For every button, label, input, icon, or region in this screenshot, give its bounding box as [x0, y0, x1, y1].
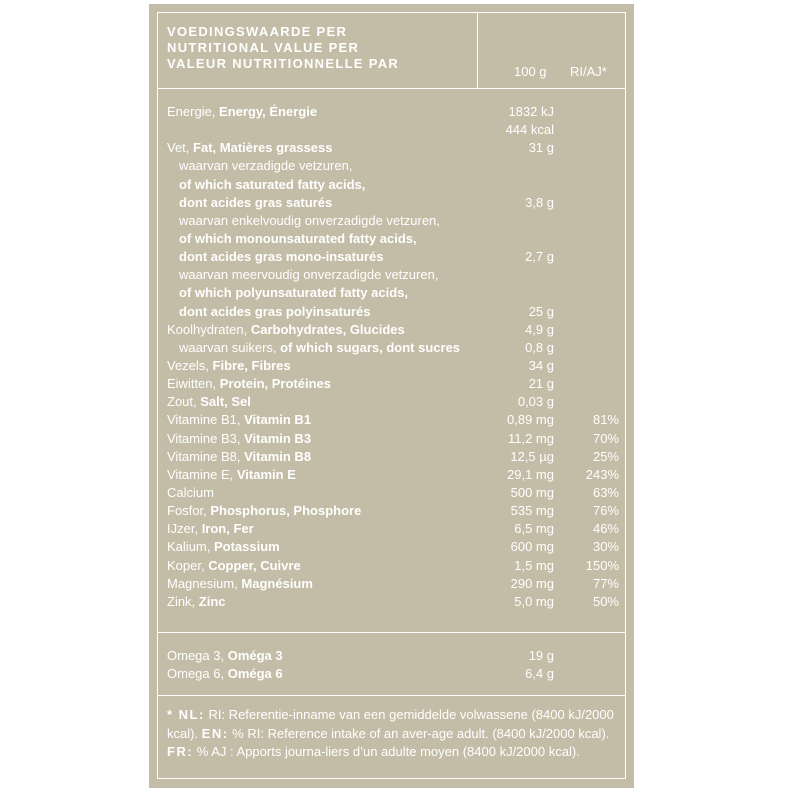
header-col-100g: 100 g: [514, 64, 547, 79]
nutrition-table-frame: [157, 12, 626, 779]
nutrient-label-nl: Vet,: [167, 140, 194, 156]
nutrient-label-nl: Zink,: [167, 593, 199, 609]
nutrient-label-en-fr: Vitamin E: [236, 466, 296, 482]
nutrient-label-nl: Vitamine B1,: [167, 412, 245, 428]
nutrient-label-en-fr: Phosphorus, Phosphore: [210, 503, 362, 519]
nutrient-value: 2,7 g: [525, 249, 554, 265]
nutrient-label-en-fr: dont acides gras mono-insaturés: [179, 249, 384, 265]
nutrient-label-en-fr: Vitamin B1: [244, 412, 312, 428]
nutrient-row: [158, 248, 625, 266]
omega-rows: [158, 647, 625, 683]
nutrient-label-en-fr: Carbohydrates, Glucides: [250, 321, 405, 337]
nutrient-label: [167, 321, 405, 339]
nutrient-value: 3,8 g: [525, 194, 554, 210]
nutrient-label: [167, 557, 301, 575]
nutrient-row: [158, 139, 625, 157]
nutrient-row: [158, 176, 625, 194]
nutrient-value: 19 g: [528, 648, 554, 663]
nutrient-label-nl: Fosfor,: [167, 503, 211, 519]
nutrient-row: [158, 339, 625, 357]
nutrient-label: [167, 448, 311, 466]
nutrient-ri: 81%: [592, 412, 619, 428]
nutrient-row: [158, 411, 625, 429]
nutrient-row: [158, 466, 625, 484]
table-header: [158, 13, 625, 89]
nutrient-label: [179, 176, 365, 194]
nutrient-label: [179, 339, 460, 357]
nutrient-value: 1832 kJ: [508, 104, 554, 119]
nutrient-label-nl: Zout,: [167, 394, 201, 410]
nutrient-label-nl: Vitamine B3,: [167, 430, 245, 446]
nutrient-value: 6,5 mg: [514, 521, 554, 537]
footnote-fr-key: FR:: [167, 744, 194, 759]
footnote-fr-text: % AJ : Apports journa-liers d’un adulte moyen (8400 kJ/2000 kcal).: [193, 744, 580, 759]
nutrient-label: [167, 665, 283, 683]
nutrient-label-en-fr: Fat, Matières grassess: [193, 140, 333, 156]
nutrient-row: [158, 502, 625, 520]
nutrient-label-en-fr: Zinc: [198, 593, 226, 609]
nutrient-row: [158, 212, 625, 230]
footnote-nl-text: RI: Referentie-inname van een gemiddelde volwassene (8400 kJ/2000 kcal).: [167, 707, 614, 741]
nutrient-value: 11,2 mg: [507, 430, 554, 446]
nutrient-row: [158, 157, 625, 175]
nutrient-label-nl: Koper,: [167, 557, 209, 573]
nutrient-label-en-fr: Oméga 6: [227, 666, 283, 682]
nutrient-label-nl: Calcium: [167, 484, 214, 500]
nutrient-label: [167, 575, 313, 593]
nutrient-row: [158, 194, 625, 212]
nutrient-ri: 46%: [592, 521, 619, 537]
nutrient-label: [167, 502, 361, 520]
nutrient-label-nl: Vitamine E,: [167, 466, 237, 482]
nutrient-label: [179, 157, 352, 175]
footnote-en-text: % RI: Reference intake of an aver-age adult. (8400 kJ/2000 kcal).: [228, 725, 610, 741]
nutrient-value: 4,9 g: [525, 321, 554, 337]
nutrient-ri: 77%: [592, 575, 619, 591]
nutrient-row: [158, 520, 625, 538]
nutrient-row: [158, 357, 625, 375]
nutrient-row: [158, 303, 625, 321]
nutrient-label: [179, 303, 370, 321]
nutrient-value: 5,0 mg: [514, 593, 554, 609]
nutrient-ri: 25%: [592, 448, 619, 464]
nutrient-value: 444 kcal: [505, 122, 554, 138]
nutrient-label: [179, 230, 417, 248]
nutrient-label: [179, 248, 383, 266]
nutrient-row: [158, 430, 625, 448]
nutrient-row: [158, 393, 625, 411]
nutrient-label: [179, 194, 332, 212]
nutrient-label-nl: Koolhydraten,: [167, 321, 251, 337]
nutrient-ri: 243%: [585, 466, 619, 482]
nutrient-row: [158, 448, 625, 466]
nutrient-row: [158, 103, 625, 121]
nutrient-label: [167, 393, 251, 411]
nutrient-label: [167, 103, 317, 121]
nutrient-label-en-fr: Iron, Fer: [201, 521, 254, 537]
nutrient-ri: 150%: [585, 557, 619, 573]
header-col-ri: RI/AJ*: [570, 64, 607, 79]
nutrient-label-en-fr: Protein, Protéines: [219, 376, 331, 392]
nutrient-value: 6,4 g: [525, 666, 554, 682]
nutrient-row: [158, 266, 625, 284]
nutrient-row: [158, 665, 625, 683]
nutrient-value: 0,8 g: [525, 339, 554, 355]
nutrient-label-nl: Omega 6,: [167, 666, 228, 682]
nutrient-rows: [158, 103, 625, 611]
nutrient-label: [167, 466, 296, 484]
nutrient-value: 290 mg: [510, 575, 554, 591]
nutrient-label: [167, 357, 291, 375]
nutrient-label-nl: waarvan suikers,: [179, 339, 281, 355]
nutrient-label-nl: Vezels,: [167, 357, 213, 373]
nutrient-label-nl: Kalium,: [167, 539, 214, 555]
nutrient-row: [158, 575, 625, 593]
nutrient-label-nl: Eiwitten,: [167, 376, 220, 392]
header-divider: [477, 13, 478, 89]
nutrient-label: [167, 375, 331, 393]
nutrient-ri: 30%: [592, 539, 619, 555]
nutrient-label-nl: waarvan meervoudig onverzadigde vetzuren,: [179, 267, 439, 283]
nutrient-label-nl: Omega 3,: [167, 648, 228, 663]
nutrient-ri: 50%: [592, 593, 619, 609]
footnote-separator: [158, 695, 625, 696]
nutrient-value: 535 mg: [510, 503, 554, 519]
nutrient-label-en-fr: Vitamin B8: [244, 448, 312, 464]
nutrient-label-en-fr: of which sugars, dont sucres: [280, 339, 461, 355]
nutrient-label: [167, 593, 226, 611]
nutrient-row: [158, 375, 625, 393]
nutrient-label: [167, 647, 283, 665]
nutrient-label-en-fr: Magnésium: [241, 575, 313, 591]
nutrient-label: [167, 520, 254, 538]
nutrient-label-en-fr: Salt, Sel: [200, 394, 251, 410]
nutrient-row: [158, 230, 625, 248]
nutrient-row: [158, 557, 625, 575]
footnote-nl-key: NL:: [178, 707, 205, 722]
nutrient-label: [167, 484, 214, 502]
nutrient-label-nl: Magnesium,: [167, 575, 242, 591]
nutrient-value: 12,5 µg: [510, 448, 554, 464]
nutrient-label-en-fr: of which monounsaturated fatty acids,: [179, 230, 417, 246]
nutrient-ri: 76%: [592, 503, 619, 519]
header-title: [167, 24, 399, 72]
nutrient-label-en-fr: Vitamin B3: [244, 430, 312, 446]
nutrient-label: [179, 284, 408, 302]
nutrient-value: 31 g: [528, 140, 554, 156]
nutrient-label-en-fr: dont acides gras polyinsaturés: [179, 303, 371, 319]
nutrient-value: 25 g: [528, 303, 554, 319]
nutrient-row: [158, 593, 625, 611]
nutrient-label-nl: Energie,: [167, 104, 220, 119]
nutrient-label: [167, 538, 280, 556]
nutrient-value: 21 g: [528, 376, 554, 392]
nutrient-label-nl: waarvan enkelvoudig onverzadigde vetzuren,: [179, 212, 440, 228]
nutrient-row: [158, 121, 625, 139]
nutrient-label-en-fr: dont acides gras saturés: [179, 194, 333, 210]
nutrient-label: [179, 212, 440, 230]
nutrient-label-en-fr: Energy, Énergie: [219, 104, 318, 119]
nutrient-label-en-fr: of which polyunsaturated fatty acids,: [179, 285, 408, 301]
nutrient-label-nl: waarvan verzadigde vetzuren,: [179, 158, 353, 174]
nutrient-value: 0,89 mg: [507, 412, 554, 428]
nutrient-label: [167, 411, 311, 429]
header-title-fr: VALEUR NUTRITIONNELLE PAR: [167, 56, 400, 71]
nutrient-row: [158, 321, 625, 339]
nutrient-label-nl: Vitamine B8,: [167, 448, 245, 464]
nutrition-panel: [149, 4, 634, 788]
footnote-en-key: EN:: [201, 725, 229, 741]
nutrient-value: 29,1 mg: [507, 466, 554, 482]
nutrient-label: [167, 139, 333, 157]
nutrient-label-en-fr: Fibre, Fibres: [212, 357, 291, 373]
header-title-en: NUTRITIONAL VALUE PER: [167, 40, 360, 55]
nutrient-value: 0,03 g: [517, 394, 554, 410]
nutrient-label-en-fr: Copper, Cuivre: [208, 557, 301, 573]
nutrient-label: [167, 430, 311, 448]
nutrient-label-en-fr: Potassium: [213, 539, 280, 555]
nutrient-value: 600 mg: [510, 539, 554, 555]
nutrient-row: [158, 284, 625, 302]
nutrient-value: 34 g: [528, 357, 554, 373]
nutrient-label-nl: IJzer,: [167, 521, 202, 537]
nutrient-value: 500 mg: [510, 484, 554, 500]
nutrient-label-en-fr: Oméga 3: [227, 648, 283, 663]
nutrient-row: [158, 647, 625, 665]
footnote-star: *: [167, 707, 179, 722]
nutrient-row: [158, 484, 625, 502]
nutrient-row: [158, 538, 625, 556]
nutrient-ri: 63%: [592, 484, 619, 500]
header-title-nl: VOEDINGSWAARDE PER: [167, 24, 348, 39]
footnote: [167, 706, 617, 762]
nutrient-ri: 70%: [592, 430, 619, 446]
nutrient-value: 1,5 mg: [514, 557, 554, 573]
nutrient-label: [179, 266, 438, 284]
nutrient-label-en-fr: of which saturated fatty acids,: [179, 176, 366, 192]
omega-separator: [158, 632, 625, 633]
